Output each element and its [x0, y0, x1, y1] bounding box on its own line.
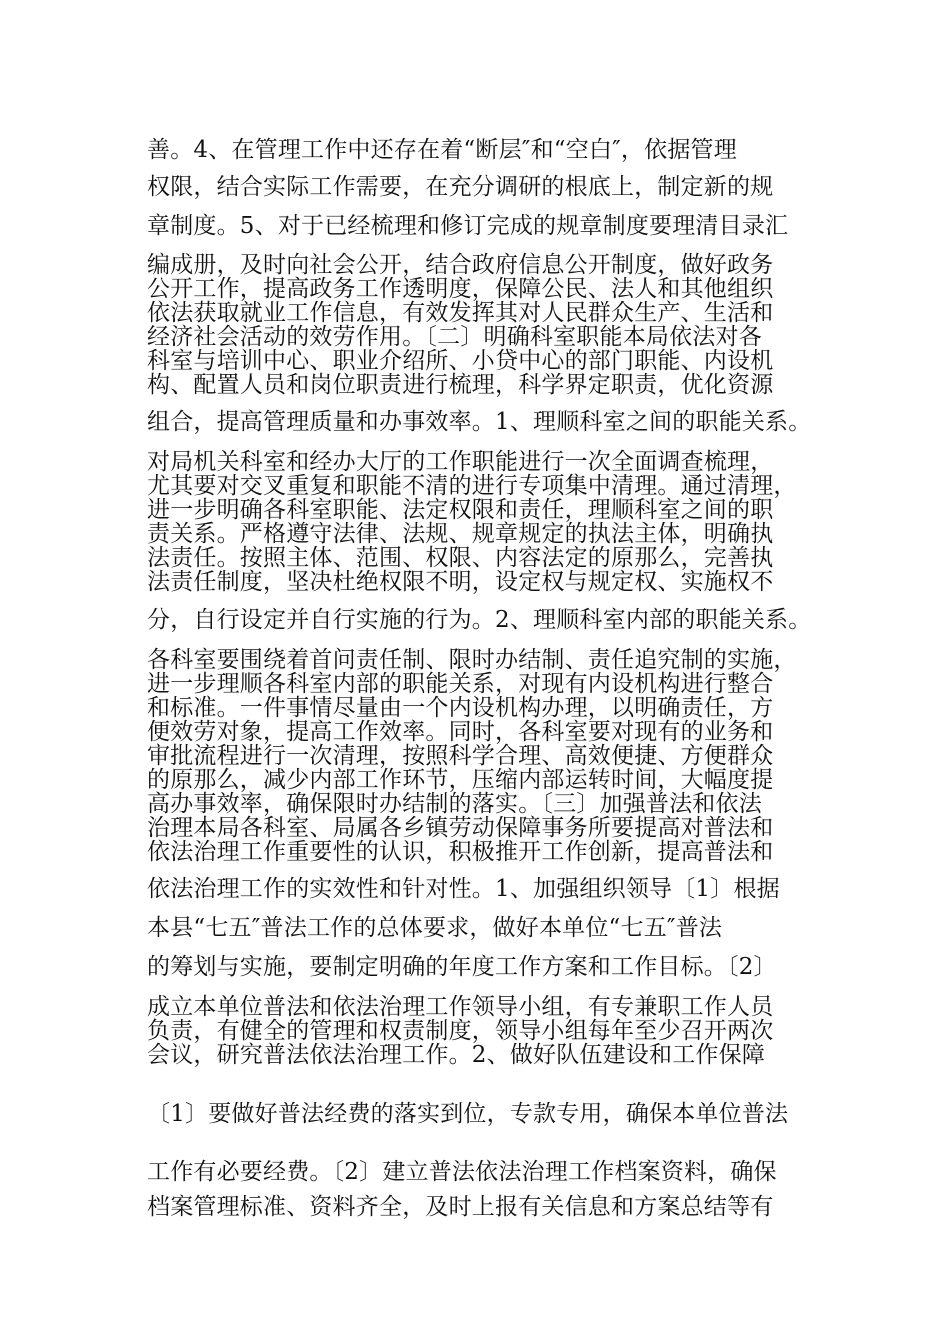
- text-line: 负责，有健全的管理和权责制度，领导小组每年至少召开两次: [147, 1018, 774, 1044]
- text-line: 依法治理工作的实效性和针对性。1、加强组织领导〔1〕根据: [147, 876, 780, 902]
- text-line: 的筹划与实施，要制定明确的年度工作方案和工作目标。〔2〕: [147, 954, 777, 980]
- text-line: 尤其要对交叉重复和职能不清的进行专项集中清理。通过清理，: [147, 473, 797, 499]
- text-line: 治理本局各科室、局属各乡镇劳动保障事务所要提高对普法和: [147, 815, 774, 841]
- text-line: 责关系。严格遵守法律、法规、规章规定的执法主体，明确执: [147, 521, 774, 547]
- text-line: 〔1〕要做好普法经费的落实到位，专款专用，确保本单位普法: [147, 1101, 789, 1127]
- text-line: 进一步理顺各科室内部的职能关系，对现有内设机构进行整合: [147, 671, 774, 697]
- text-line: 公开工作，提高政务工作透明度，保障公民、法人和其他组织: [147, 276, 774, 302]
- text-line: 法责任制度，坚决杜绝权限不明，设定权与规定权、实施权不: [147, 569, 774, 595]
- text-line: 成立本单位普法和依法治理工作领导小组，有专兼职工作人员: [147, 994, 774, 1020]
- text-line: 法责任。按照主体、范围、权限、内容法定的原那么，完善执: [147, 545, 774, 571]
- text-line: 经济社会活动的效劳作用。〔二〕明确科室职能本局依法对各: [147, 324, 762, 350]
- text-line: 的原那么，减少内部工作环节，压缩内部运转时间，大幅度提: [147, 767, 774, 793]
- text-line: 依法治理工作重要性的认识，积极推开工作创新，提高普法和: [147, 839, 774, 865]
- text-line: 章制度。5、对于已经梳理和修订完成的规章制度要理清目录汇: [147, 213, 789, 239]
- text-line: 便效劳对象，提高工作效率。同时，各科室要对现有的业务和: [147, 719, 774, 745]
- text-line: 组合，提高管理质量和办事效率。1、理顺科室之间的职能关系。: [147, 409, 812, 435]
- text-line: 构、配置人员和岗位职责进行梳理，科学界定职责，优化资源: [147, 372, 774, 398]
- text-line: 分，自行设定并自行实施的行为。2、理顺科室内部的职能关系。: [147, 607, 812, 633]
- text-line: 档案管理标准、资料齐全，及时上报有关信息和方案总结等有: [147, 1194, 774, 1220]
- text-line: 本县“七五″普法工作的总体要求，做好本单位“七五″普法: [147, 915, 723, 941]
- text-line: 各科室要围绕着首问责任制、限时办结制、责任追究制的实施，: [147, 647, 797, 673]
- text-line: 高办事效率，确保限时办结制的落实。〔三〕加强普法和依法: [147, 791, 762, 817]
- text-line: 科室与培训中心、职业介绍所、小贷中心的部门职能、内设机: [147, 348, 774, 374]
- text-line: 工作有必要经费。〔2〕建立普法依法治理工作档案资料，确保: [147, 1159, 777, 1185]
- text-line: 权限，结合实际工作需要，在充分调研的根底上，制定新的规: [147, 174, 774, 200]
- text-line: 编成册，及时向社会公开，结合政府信息公开制度，做好政务: [147, 252, 774, 278]
- text-line: 善。4、在管理工作中还存在着“断层″和“空白″，依据管理: [147, 137, 737, 163]
- text-line: 会议，研究普法依法治理工作。2、做好队伍建设和工作保障: [147, 1042, 766, 1068]
- text-line: 依法获取就业工作信息，有效发挥其对人民群众生产、生活和: [147, 300, 774, 326]
- text-line: 和标准。一件事情尽量由一个内设机构办理，以明确责任，方: [147, 695, 774, 721]
- text-line: 审批流程进行一次清理，按照科学合理、高效便捷、方便群众: [147, 743, 774, 769]
- text-line: 对局机关科室和经办大厅的工作职能进行一次全面调查梳理，: [147, 449, 774, 475]
- text-line: 进一步明确各科室职能、法定权限和责任，理顺科室之间的职: [147, 497, 774, 523]
